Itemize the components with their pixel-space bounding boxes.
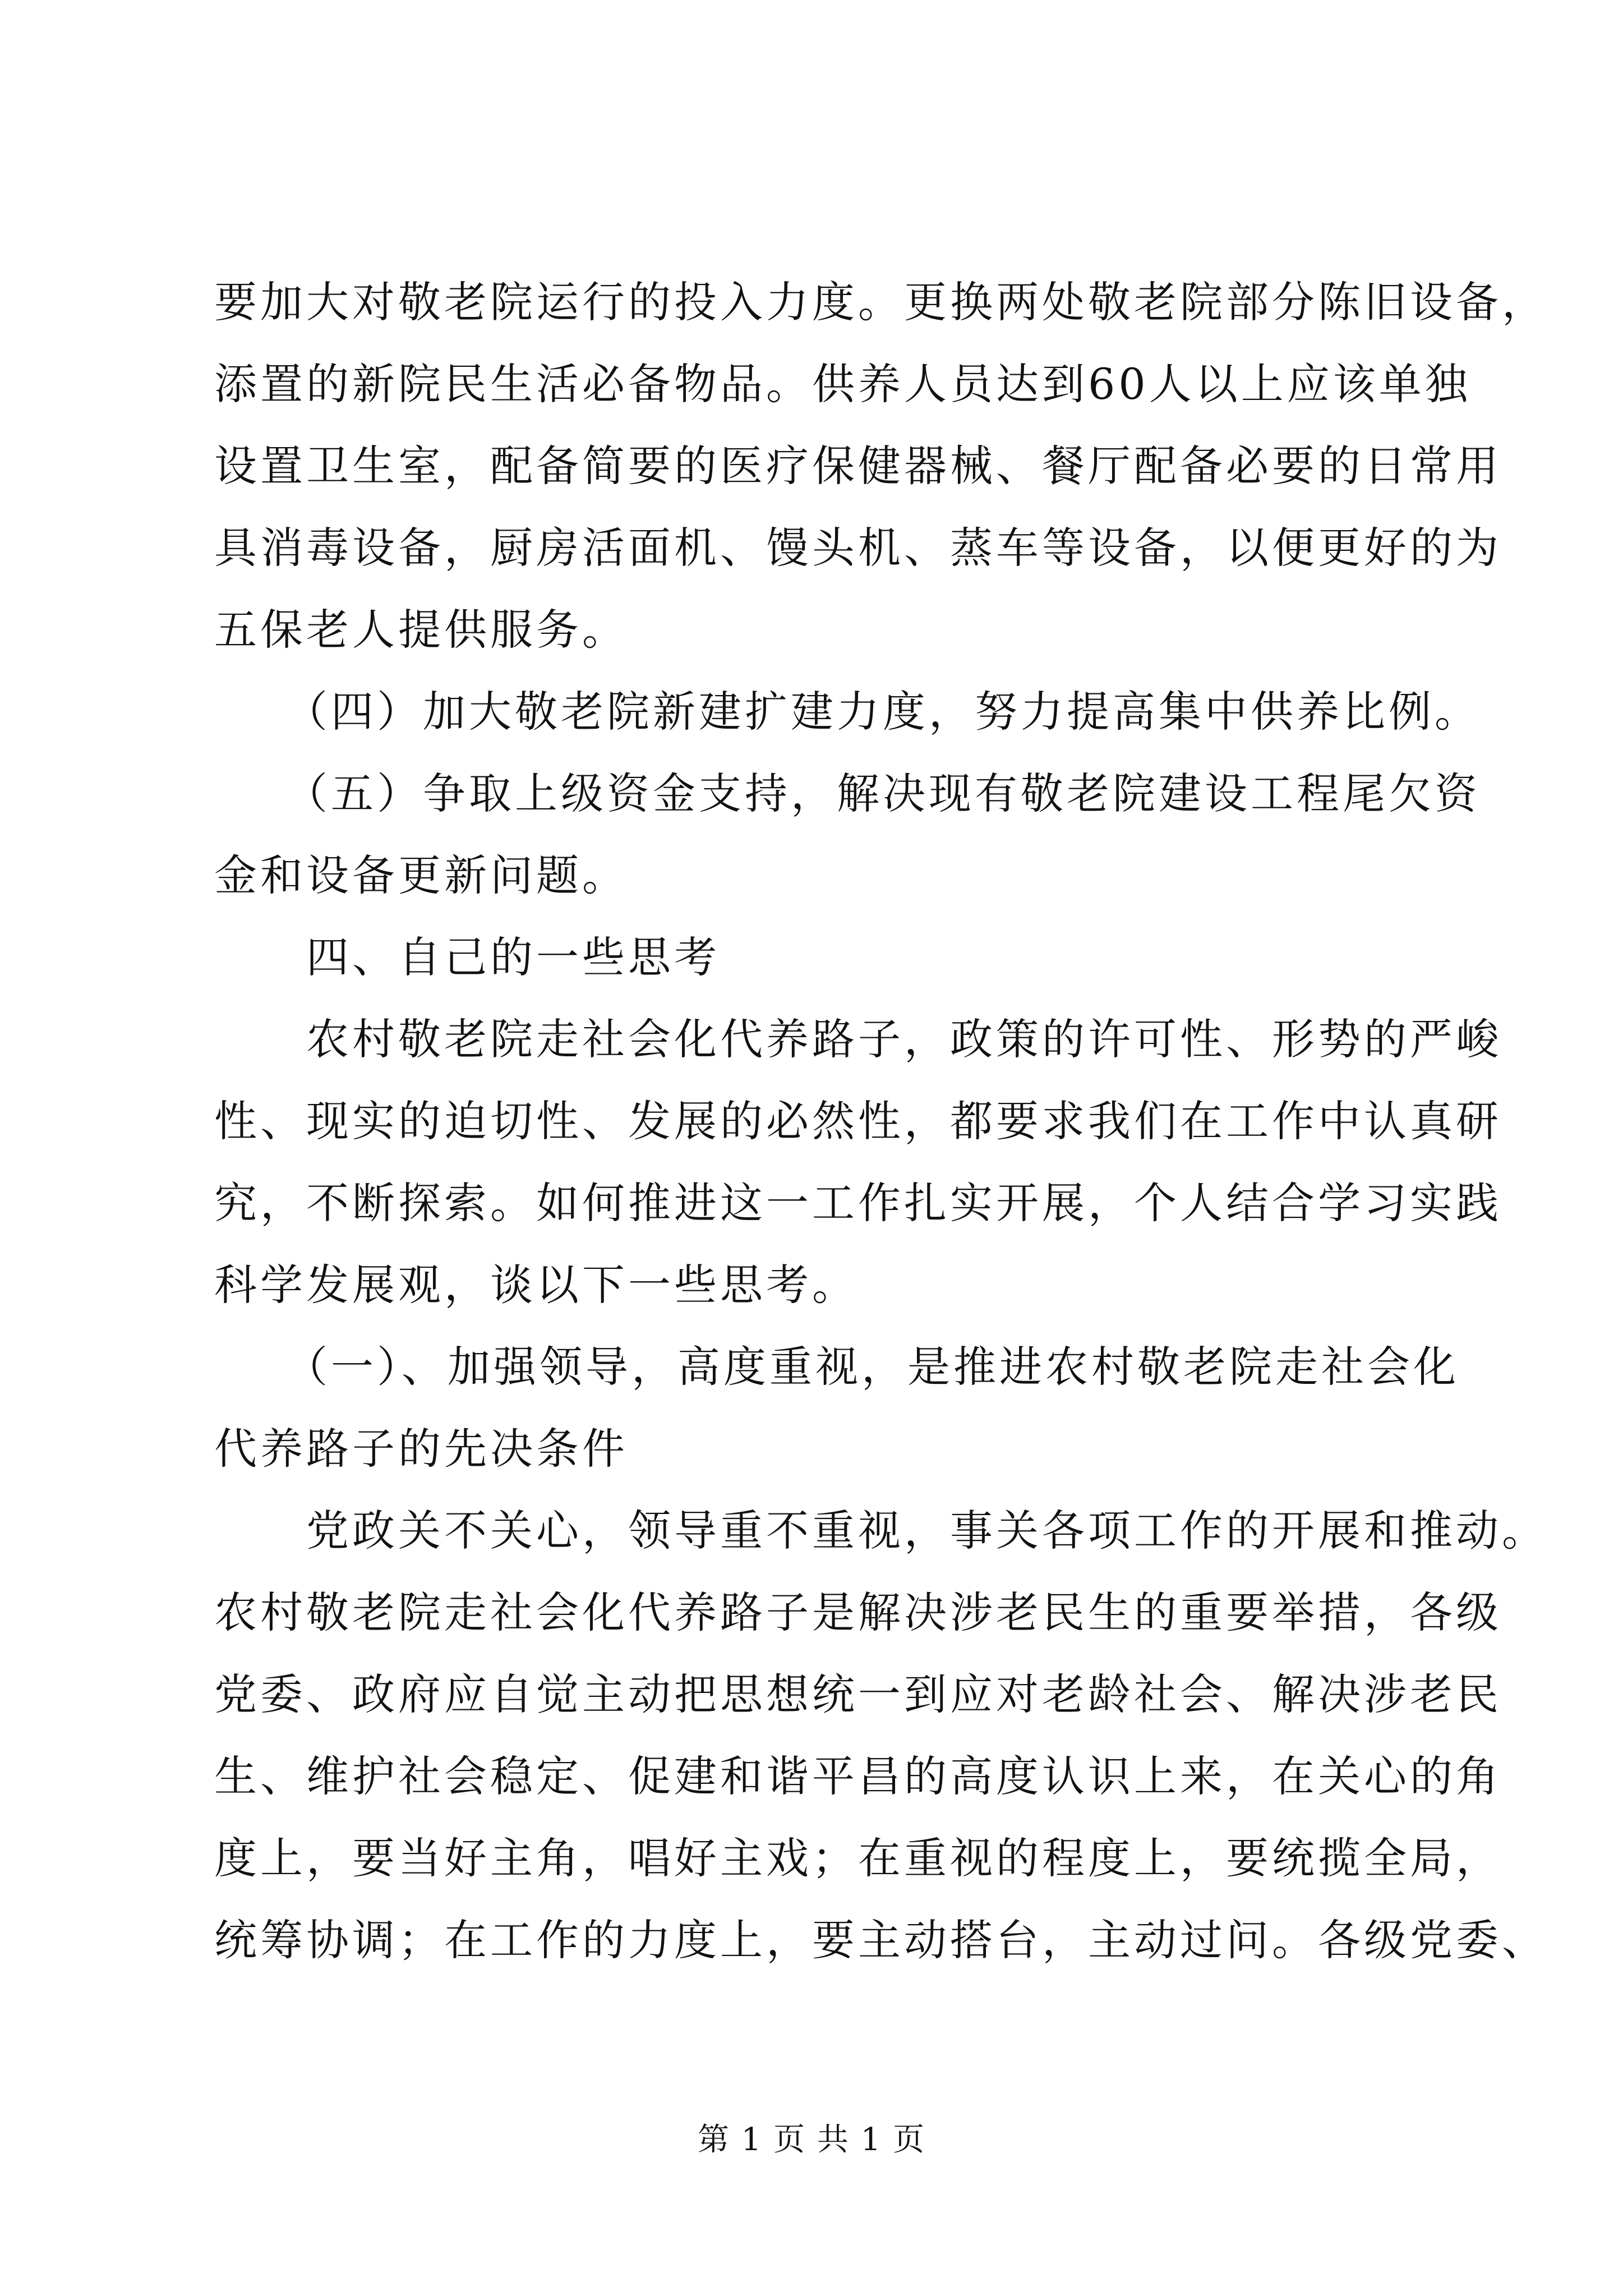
text-line: （五）争取上级资金支持，解决现有敬老院建设工程尾欠资 [214, 769, 1481, 818]
text-line: （四）加大敬老院新建扩建力度，努力提高集中供养比例。 [214, 687, 1481, 737]
text-line: 农村敬老院走社会化代养路子，政策的许可性、形势的严峻 [214, 1014, 1502, 1064]
page-footer: 第 1 页 共 1 页 [697, 2122, 926, 2158]
text-line: 农村敬老院走社会化代养路子是解决涉老民生的重要举措，各级 [214, 1588, 1502, 1637]
text-line: 性、现实的迫切性、发展的必然性，都要求我们在工作中认真研 [214, 1096, 1502, 1146]
body-text [214, 261, 1548, 1981]
subsection-heading: 代养路子的先决条件 [214, 1424, 628, 1474]
text-line: 党政关不关心，领导重不重视，事关各项工作的开展和推动。 [214, 1506, 1548, 1556]
text-line: 金和设备更新问题。 [214, 850, 628, 900]
text-line: 具消毒设备，厨房活面机、馒头机、蒸车等设备，以便更好的为 [214, 523, 1502, 573]
text-line: 五保老人提供服务。 [214, 605, 628, 655]
text-line: 党委、政府应自觉主动把思想统一到应对老龄社会、解决涉老民 [214, 1669, 1502, 1719]
text-line: 添置的新院民生活必备物品。供养人员达到60人以上应该单独 [214, 359, 1471, 409]
text-line: 究，不断探索。如何推进这一工作扎实开展，个人结合学习实践 [214, 1178, 1502, 1228]
text-line: 生、维护社会稳定、促建和谐平昌的高度认识上来，在关心的角 [214, 1751, 1502, 1801]
text-line: 科学发展观，谈以下一些思考。 [214, 1260, 858, 1310]
text-line: 度上，要当好主角，唱好主戏；在重视的程度上，要统揽全局， [214, 1833, 1502, 1883]
text-line: 设置卫生室，配备简要的医疗保健器械、餐厅配备必要的日常用 [214, 441, 1502, 491]
section-heading: 四、自己的一些思考 [214, 932, 720, 982]
text-line: 要加大对敬老院运行的投入力度。更换两处敬老院部分陈旧设备， [214, 277, 1548, 327]
text-line: 统筹协调；在工作的力度上，要主动搭台，主动过问。各级党委、 [214, 1915, 1548, 1965]
subsection-heading: （一）、加强领导，高度重视，是推进农村敬老院走社会化 [214, 1342, 1459, 1392]
